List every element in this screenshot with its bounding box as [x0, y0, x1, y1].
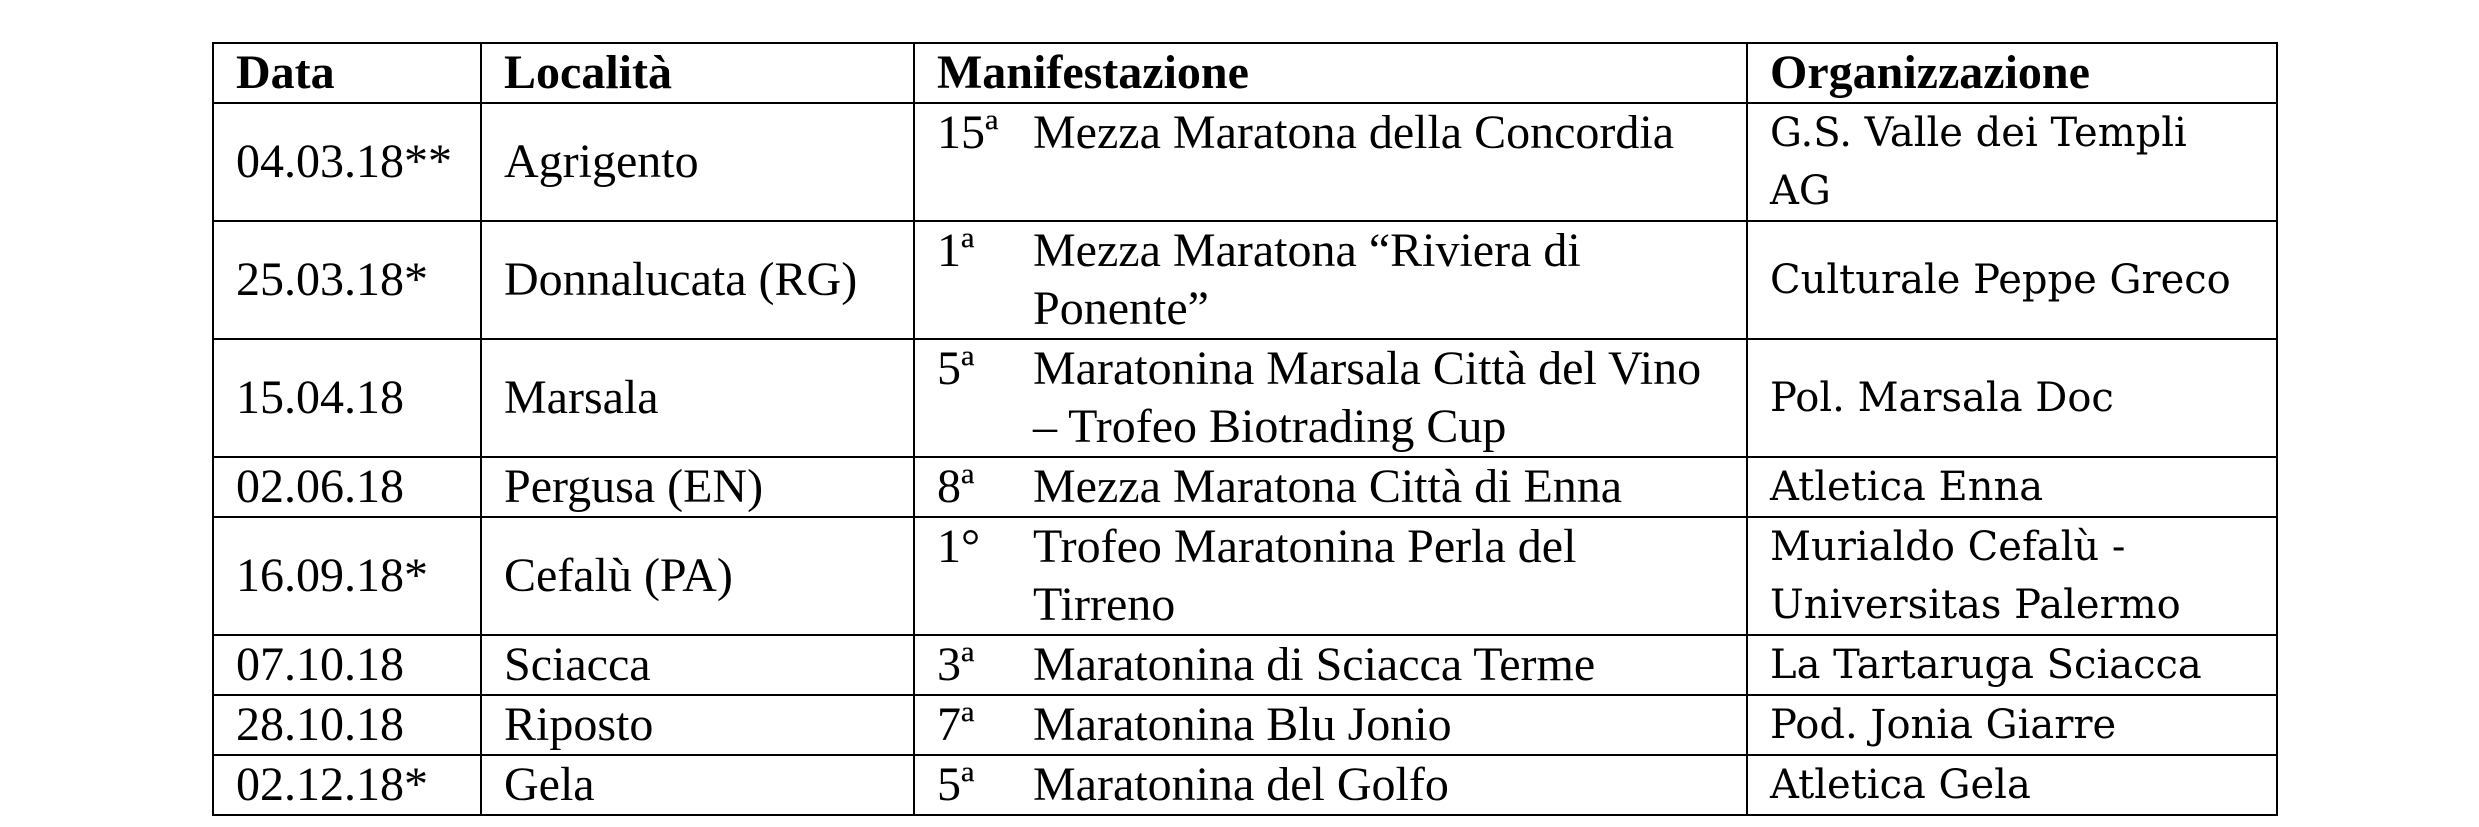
- cell-event: [914, 695, 1747, 755]
- cell-event: [914, 103, 1747, 221]
- cell-date: 02.12.18*: [213, 755, 481, 815]
- edition-number: 5ª: [937, 342, 975, 395]
- edition-number: 7ª: [937, 698, 975, 751]
- event-name: Mezza Maratona della Concordia: [1033, 106, 1675, 159]
- cell-date: 28.10.18: [213, 695, 481, 755]
- cell-organization: Murialdo Cefalù - Universitas Palermo: [1747, 517, 2277, 635]
- cell-organization: Atletica Enna: [1747, 457, 2277, 517]
- cell-location: Agrigento: [481, 103, 914, 221]
- table-body: [213, 103, 2277, 815]
- table-row: [213, 755, 2277, 815]
- cell-event: [914, 457, 1747, 517]
- cell-date: 15.04.18: [213, 339, 481, 457]
- races-table: [212, 42, 2278, 816]
- event-name: Maratonina Marsala Città del Vino – Trofeo Biotrading Cup: [1033, 342, 1702, 453]
- header-organization: Organizzazione: [1747, 43, 2277, 103]
- cell-location: Sciacca: [481, 635, 914, 695]
- cell-date: 04.03.18**: [213, 103, 481, 221]
- cell-date: 16.09.18*: [213, 517, 481, 635]
- cell-organization: Culturale Peppe Greco: [1747, 221, 2277, 339]
- cell-date: 07.10.18: [213, 635, 481, 695]
- cell-date: 02.06.18: [213, 457, 481, 517]
- cell-event: [914, 517, 1747, 635]
- cell-organization: Atletica Gela: [1747, 755, 2277, 815]
- cell-event: [914, 339, 1747, 457]
- edition-number: 1°: [937, 520, 981, 573]
- cell-location: Cefalù (PA): [481, 517, 914, 635]
- event-name: Maratonina di Sciacca Terme: [1033, 638, 1596, 691]
- event-name: Mezza Maratona “Riviera di Ponente”: [1033, 224, 1581, 335]
- event-name: Mezza Maratona Città di Enna: [1033, 460, 1623, 513]
- edition-number: 8ª: [937, 460, 975, 513]
- header-location: Località: [481, 43, 914, 103]
- cell-date: 25.03.18*: [213, 221, 481, 339]
- table-row: [213, 695, 2277, 755]
- cell-organization: Pol. Marsala Doc: [1747, 339, 2277, 457]
- table-row: [213, 221, 2277, 339]
- table-header: [213, 43, 2277, 103]
- cell-event: [914, 635, 1747, 695]
- event-name: Maratonina del Golfo: [1033, 758, 1449, 811]
- table-row: [213, 635, 2277, 695]
- cell-location: Riposto: [481, 695, 914, 755]
- table-row: [213, 517, 2277, 635]
- cell-location: Marsala: [481, 339, 914, 457]
- table-row: [213, 103, 2277, 221]
- cell-organization: La Tartaruga Sciacca: [1747, 635, 2277, 695]
- cell-event: [914, 755, 1747, 815]
- cell-location: Donnalucata (RG): [481, 221, 914, 339]
- edition-number: 3ª: [937, 638, 975, 691]
- event-name: Maratonina Blu Jonio: [1033, 698, 1452, 751]
- edition-number: 1ª: [937, 224, 975, 277]
- cell-location: Gela: [481, 755, 914, 815]
- table-row: [213, 457, 2277, 517]
- table-row: [213, 339, 2277, 457]
- cell-location: Pergusa (EN): [481, 457, 914, 517]
- header-date: Data: [213, 43, 481, 103]
- header-row: [213, 43, 2277, 103]
- event-name: Trofeo Maratonina Perla del Tirreno: [1033, 520, 1577, 631]
- cell-event: [914, 221, 1747, 339]
- cell-organization: Pod. Jonia Giarre: [1747, 695, 2277, 755]
- header-event: Manifestazione: [914, 43, 1747, 103]
- cell-organization: G.S. Valle dei Templi AG: [1747, 103, 2277, 221]
- edition-number: 5ª: [937, 758, 975, 811]
- edition-number: 15ª: [937, 106, 999, 159]
